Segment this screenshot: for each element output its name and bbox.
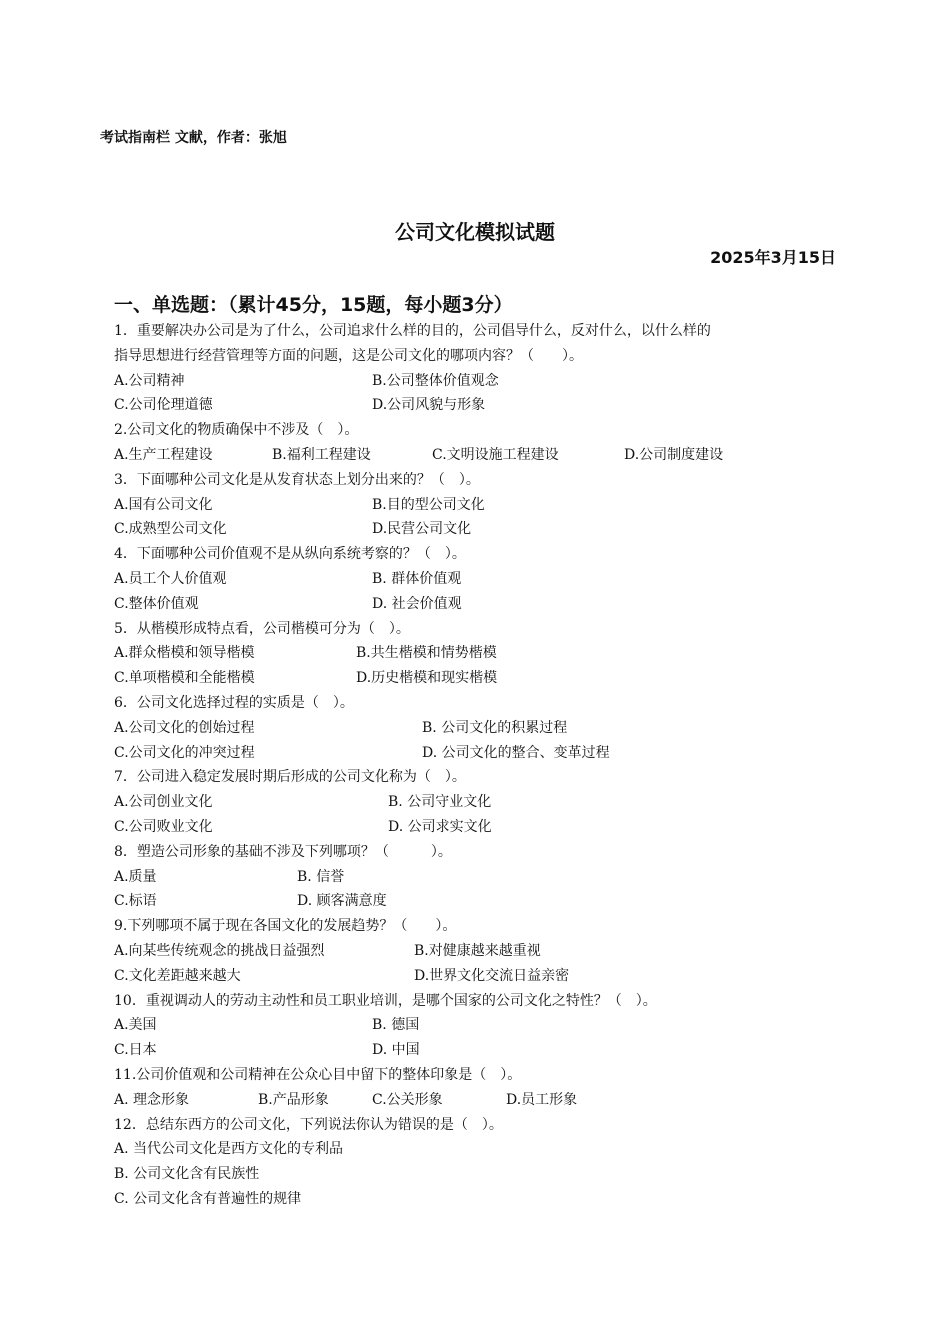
answer-option[interactable]: D. 公司求实文化 — [388, 818, 492, 835]
answer-option[interactable]: A.向某些传统观念的挑战日益强烈 — [114, 942, 325, 959]
option-row — [114, 964, 844, 989]
answer-option[interactable]: C.日本 — [114, 1042, 157, 1059]
answer-option[interactable]: D. 社会价值观 — [372, 595, 462, 612]
question-stem: 8．塑造公司形象的基础不涉及下列哪项？（ ）。 — [114, 843, 452, 860]
option-row — [114, 517, 844, 542]
question-stem: 4．下面哪种公司价值观不是从纵向系统考察的？（ ）。 — [114, 546, 466, 563]
answer-option[interactable]: D.历史楷模和现实楷模 — [356, 670, 498, 687]
answer-option[interactable]: B. 公司守业文化 — [388, 794, 492, 811]
option-row — [114, 1187, 844, 1212]
answer-option[interactable]: C.成熟型公司文化 — [114, 521, 227, 538]
question-stem: 7．公司进入稳定发展时期后形成的公司文化称为（ ）。 — [114, 769, 466, 786]
option-row — [114, 641, 844, 666]
answer-option[interactable]: D.民营公司文化 — [372, 521, 472, 538]
answer-option[interactable]: D. 顾客满意度 — [297, 893, 387, 910]
answer-option[interactable]: C.公司文化的冲突过程 — [114, 744, 255, 761]
answer-option[interactable]: A.公司精神 — [114, 372, 185, 389]
header-note: 考试指南栏 文献，作者：张旭 — [100, 130, 287, 146]
answer-option[interactable]: A.群众楷模和领导楷模 — [114, 645, 255, 662]
option-row — [114, 393, 844, 418]
question-stem: 1．重要解决办公司是为了什么，公司追求什么样的目的，公司倡导什么，反对什么，以什么样的 — [114, 323, 711, 339]
option-row — [114, 790, 844, 815]
answer-option[interactable]: B.对健康越来越重视 — [414, 942, 541, 959]
answer-option[interactable]: A.公司文化的创始过程 — [114, 719, 255, 736]
option-row — [114, 1137, 844, 1162]
option-row — [114, 939, 844, 964]
option-row — [114, 666, 844, 691]
question-item — [114, 319, 844, 418]
answer-option[interactable]: B. 公司文化的积累过程 — [422, 719, 568, 736]
answer-option[interactable]: D.世界文化交流日益亲密 — [414, 967, 570, 984]
answer-option[interactable]: B. 德国 — [372, 1017, 420, 1034]
option-row — [114, 567, 844, 592]
answer-option[interactable]: C. 公司文化含有普遍性的规律 — [114, 1190, 302, 1207]
option-row — [114, 889, 844, 914]
question-list — [114, 319, 844, 1212]
answer-option[interactable]: A. 理念形象 — [114, 1091, 190, 1108]
answer-option[interactable]: A.国有公司文化 — [114, 496, 213, 513]
question-stem: 指导思想进行经营管理等方面的问题，这是公司文化的哪项内容？（ ）。 — [114, 347, 583, 364]
question-stem: 10．重视调动人的劳动主动性和员工职业培训，是哪个国家的公司文化之特性？（ ）。 — [114, 992, 657, 1009]
answer-option[interactable]: D. 公司文化的整合、变革过程 — [422, 744, 610, 761]
answer-option[interactable]: A.员工个人价值观 — [114, 570, 227, 587]
answer-option[interactable]: C.公司伦理道德 — [114, 397, 213, 414]
question-stem: 11.公司价值观和公司精神在公众心目中留下的整体印象是（ ）。 — [114, 1066, 522, 1083]
question-stem: 2.公司文化的物质确保中不涉及（ ）。 — [114, 422, 359, 439]
question-item — [114, 840, 844, 914]
answer-option[interactable]: C.文化差距越来越大 — [114, 967, 241, 984]
answer-option[interactable]: C.整体价值观 — [114, 595, 199, 612]
answer-option[interactable]: C.文明设施工程建设 — [432, 446, 559, 463]
option-row — [114, 493, 844, 518]
option-row — [114, 443, 844, 468]
answer-option[interactable]: B.公司整体价值观念 — [372, 372, 499, 389]
answer-option[interactable]: C.公关形象 — [372, 1091, 443, 1108]
answer-option[interactable]: D. 中国 — [372, 1042, 420, 1059]
answer-option[interactable]: D.公司风貌与形象 — [372, 397, 486, 414]
exam-date: 2025年3月15日 — [710, 248, 836, 267]
option-row — [114, 1013, 844, 1038]
question-stem: 3．下面哪种公司文化是从发育状态上划分出来的？（ ）。 — [114, 471, 480, 488]
question-item — [114, 418, 844, 468]
answer-option[interactable]: B.产品形象 — [258, 1091, 329, 1108]
question-item — [114, 1113, 844, 1212]
answer-option[interactable]: A.美国 — [114, 1017, 157, 1034]
option-row — [114, 369, 844, 394]
answer-option[interactable]: B.福利工程建设 — [272, 446, 371, 463]
answer-option[interactable]: B. 群体价值观 — [372, 570, 462, 587]
answer-option[interactable]: C.公司败业文化 — [114, 818, 213, 835]
question-item — [114, 468, 844, 542]
answer-option[interactable]: C.单项楷模和全能楷模 — [114, 670, 255, 687]
question-item — [114, 989, 844, 1063]
question-stem: 5．从楷模形成特点看，公司楷模可分为（ ）。 — [114, 620, 410, 637]
option-row — [114, 1038, 844, 1063]
answer-option[interactable]: D.员工形象 — [506, 1091, 578, 1108]
answer-option[interactable]: C.标语 — [114, 893, 157, 910]
page-title: 公司文化模拟试题 — [395, 220, 555, 244]
answer-option[interactable]: A.质量 — [114, 868, 157, 885]
answer-option[interactable]: B.目的型公司文化 — [372, 496, 485, 513]
answer-option[interactable]: B. 信誉 — [297, 868, 345, 885]
question-item — [114, 542, 844, 616]
answer-option[interactable]: B.共生楷模和情势楷模 — [356, 645, 497, 662]
question-stem: 9.下列哪项不属于现在各国文化的发展趋势？（ ）。 — [114, 918, 457, 935]
section-heading: 一、单选题：（累计45分，15题，每小题3分） — [114, 294, 513, 316]
question-item — [114, 914, 844, 988]
option-row — [114, 592, 844, 617]
option-row — [114, 716, 844, 741]
option-row — [114, 865, 844, 890]
option-row — [114, 815, 844, 840]
answer-option[interactable]: A.生产工程建设 — [114, 446, 213, 463]
question-item — [114, 765, 844, 839]
answer-option[interactable]: D.公司制度建设 — [624, 446, 724, 463]
question-item — [114, 691, 844, 765]
question-stem: 6．公司文化选择过程的实质是（ ）。 — [114, 694, 354, 711]
option-row — [114, 1162, 844, 1187]
answer-option[interactable]: B. 公司文化含有民族性 — [114, 1166, 260, 1183]
question-item — [114, 617, 844, 691]
option-row — [114, 741, 844, 766]
answer-option[interactable]: A. 当代公司文化是西方文化的专利品 — [114, 1141, 344, 1158]
option-row — [114, 1088, 844, 1113]
question-stem: 12．总结东西方的公司文化，下列说法你认为错误的是（ ）。 — [114, 1116, 503, 1133]
answer-option[interactable]: A.公司创业文化 — [114, 794, 213, 811]
question-item — [114, 1063, 844, 1113]
